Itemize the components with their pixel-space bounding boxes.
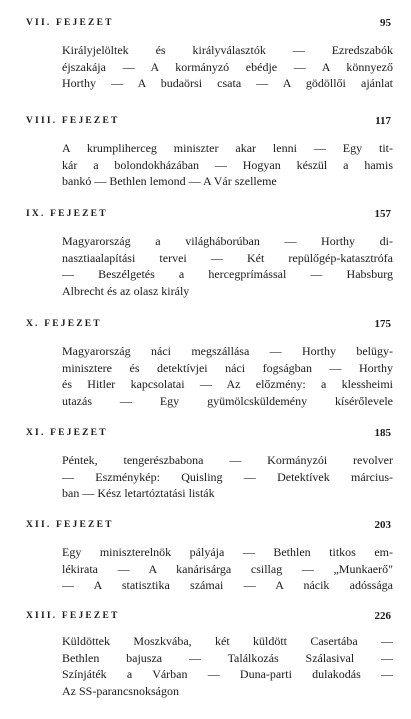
chapter-page-number: 157 xyxy=(374,208,391,220)
summary-line: utazás — Egy gyümölcsküldemény kísérőlevele xyxy=(62,393,393,408)
chapter-entry-vii xyxy=(26,17,393,91)
chapter-page-number: 95 xyxy=(380,17,391,29)
chapter-entry-viii xyxy=(26,115,393,189)
chapter-summary xyxy=(62,140,393,190)
summary-line: Péntek, tengerészbabona — Kormányzói revolver xyxy=(62,453,393,467)
chapter-heading xyxy=(26,611,391,625)
summary-line: Az SS-parancsnokságon xyxy=(62,683,179,698)
chapter-summary xyxy=(62,633,393,699)
chapter-entry-x xyxy=(26,318,393,408)
chapter-title: XI. FEJEZET xyxy=(26,428,108,438)
chapter-summary xyxy=(62,343,393,409)
summary-line: Egy miniszterelnök pályája — Bethlen titkos em- xyxy=(62,545,393,559)
chapter-page-number: 175 xyxy=(374,318,391,330)
chapter-page-number: 226 xyxy=(374,610,391,622)
chapter-summary xyxy=(62,233,393,299)
chapter-summary xyxy=(62,42,393,92)
chapter-heading xyxy=(26,209,391,223)
summary-line: Színjáték a Várban — Duna-parti dulakodás — xyxy=(62,667,393,682)
summary-line: és Hitler kapcsolatai — Az előzmény: a klessheimi xyxy=(62,377,393,392)
chapter-summary xyxy=(62,544,393,594)
summary-line: Bethlen bajusza — Találkozás Szálasival — xyxy=(62,650,393,665)
chapter-heading xyxy=(26,428,391,442)
chapter-entry-ix xyxy=(26,208,393,298)
chapter-page-number: 117 xyxy=(375,115,391,127)
summary-line: lékirata — A kanárisárga csillag — „Munkaerő" xyxy=(62,561,393,576)
chapter-title: VII. FEJEZET xyxy=(26,18,114,28)
summary-line: Albrecht és az olasz király xyxy=(62,283,190,298)
chapter-page-number: 203 xyxy=(374,519,391,531)
chapter-title: XIII. FEJEZET xyxy=(26,611,120,621)
chapter-title: IX. FEJEZET xyxy=(26,209,108,219)
summary-line: ban — Kész letartóztatási listák xyxy=(62,486,215,501)
chapter-title: VIII. FEJEZET xyxy=(26,116,120,126)
chapter-entry-xi xyxy=(26,427,393,501)
summary-line: Küldöttek Moszkvába, két küldött Casertába — xyxy=(62,634,393,648)
summary-line: bankó — Bethlen lemond — A Vár szelleme xyxy=(62,174,277,189)
summary-line: Magyarország náci megszállása — Horthy belügy- xyxy=(62,344,393,358)
summary-line: nasztiaalapítási tervei — Két repülőgép-katasztrófa xyxy=(62,250,393,265)
summary-line: Horthy — A budaörsi csata — A gödöllői ajánlat xyxy=(62,76,393,91)
chapter-heading xyxy=(26,520,391,534)
chapter-heading xyxy=(26,18,391,32)
summary-line: A krumpliherceg miniszter akar lenni — Egy tit- xyxy=(62,141,393,155)
chapter-summary xyxy=(62,452,393,502)
chapter-heading xyxy=(26,319,391,333)
chapter-page-number: 185 xyxy=(374,427,391,439)
summary-line: — A statisztika számai — A nácik adóssága xyxy=(62,578,393,593)
summary-line: kár a bolondokházában — Hogyan készül a hamis xyxy=(62,157,393,172)
chapter-entry-xii xyxy=(26,519,393,593)
summary-line: minisztere és detektívjei náci fogságban — Horthy xyxy=(62,360,393,375)
summary-line: éjszakája — A kormányzó ebédje — A könnyező xyxy=(62,59,393,74)
chapter-title: X. FEJEZET xyxy=(26,319,102,329)
chapter-title: XII. FEJEZET xyxy=(26,520,114,530)
chapter-entry-xiii xyxy=(26,610,393,698)
summary-line: Királyjelöltek és királyválasztók — Ezredszabók xyxy=(62,43,393,57)
summary-line: — Beszélgetés a hercegprímással — Habsburg xyxy=(62,267,393,282)
chapter-heading xyxy=(26,116,391,130)
summary-line: Magyarország a világháborúban — Horthy di- xyxy=(62,234,393,248)
summary-line: — Eszménykép: Quisling — Detektívek március- xyxy=(62,469,393,484)
